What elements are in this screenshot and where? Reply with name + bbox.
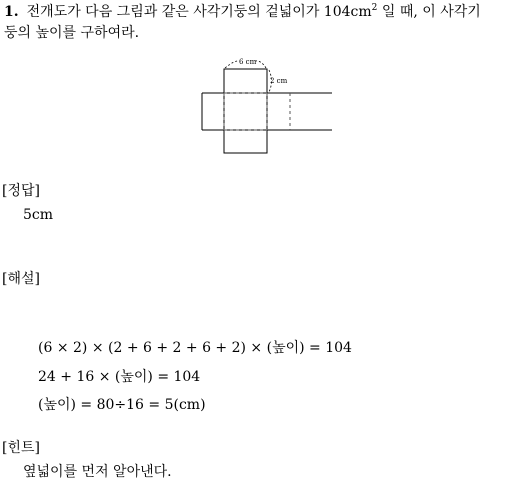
width-brace-right [255, 61, 266, 68]
hint-text: 옆넓이를 먼저 알아낸다. [23, 464, 172, 480]
problem-number: 1. [4, 4, 19, 20]
problem-statement-line1 [4, 2, 481, 23]
solution-line-1: (6 × 2) × (2 + 6 + 2 + 6 + 2) × (높이) = 104 [38, 340, 352, 356]
height-label: 2 cm [270, 77, 288, 85]
prism-net-figure [195, 55, 340, 155]
hint-label: [힌트] [2, 440, 40, 456]
problem-statement-line2: 둥의 높이를 구하여라. [4, 25, 140, 41]
width-label: 6 cm [239, 58, 257, 66]
solution-line-3: (높이) = 80÷16 = 5(cm) [38, 397, 206, 413]
answer-label: [정답] [2, 183, 40, 199]
area-unit-exponent: 2 [371, 3, 378, 13]
solution-label: [해설] [2, 271, 40, 287]
width-brace-left [225, 61, 239, 68]
answer-value: 5cm [23, 207, 54, 223]
problem-text: 전개도가 다음 그림과 같은 사각기둥의 겉넓이가 104cm [26, 4, 372, 20]
problem-text-continued: 일 때, 이 사각기 [377, 4, 481, 20]
net-center-column [224, 69, 267, 153]
solution-line-2: 24 + 16 × (높이) = 104 [38, 369, 201, 385]
